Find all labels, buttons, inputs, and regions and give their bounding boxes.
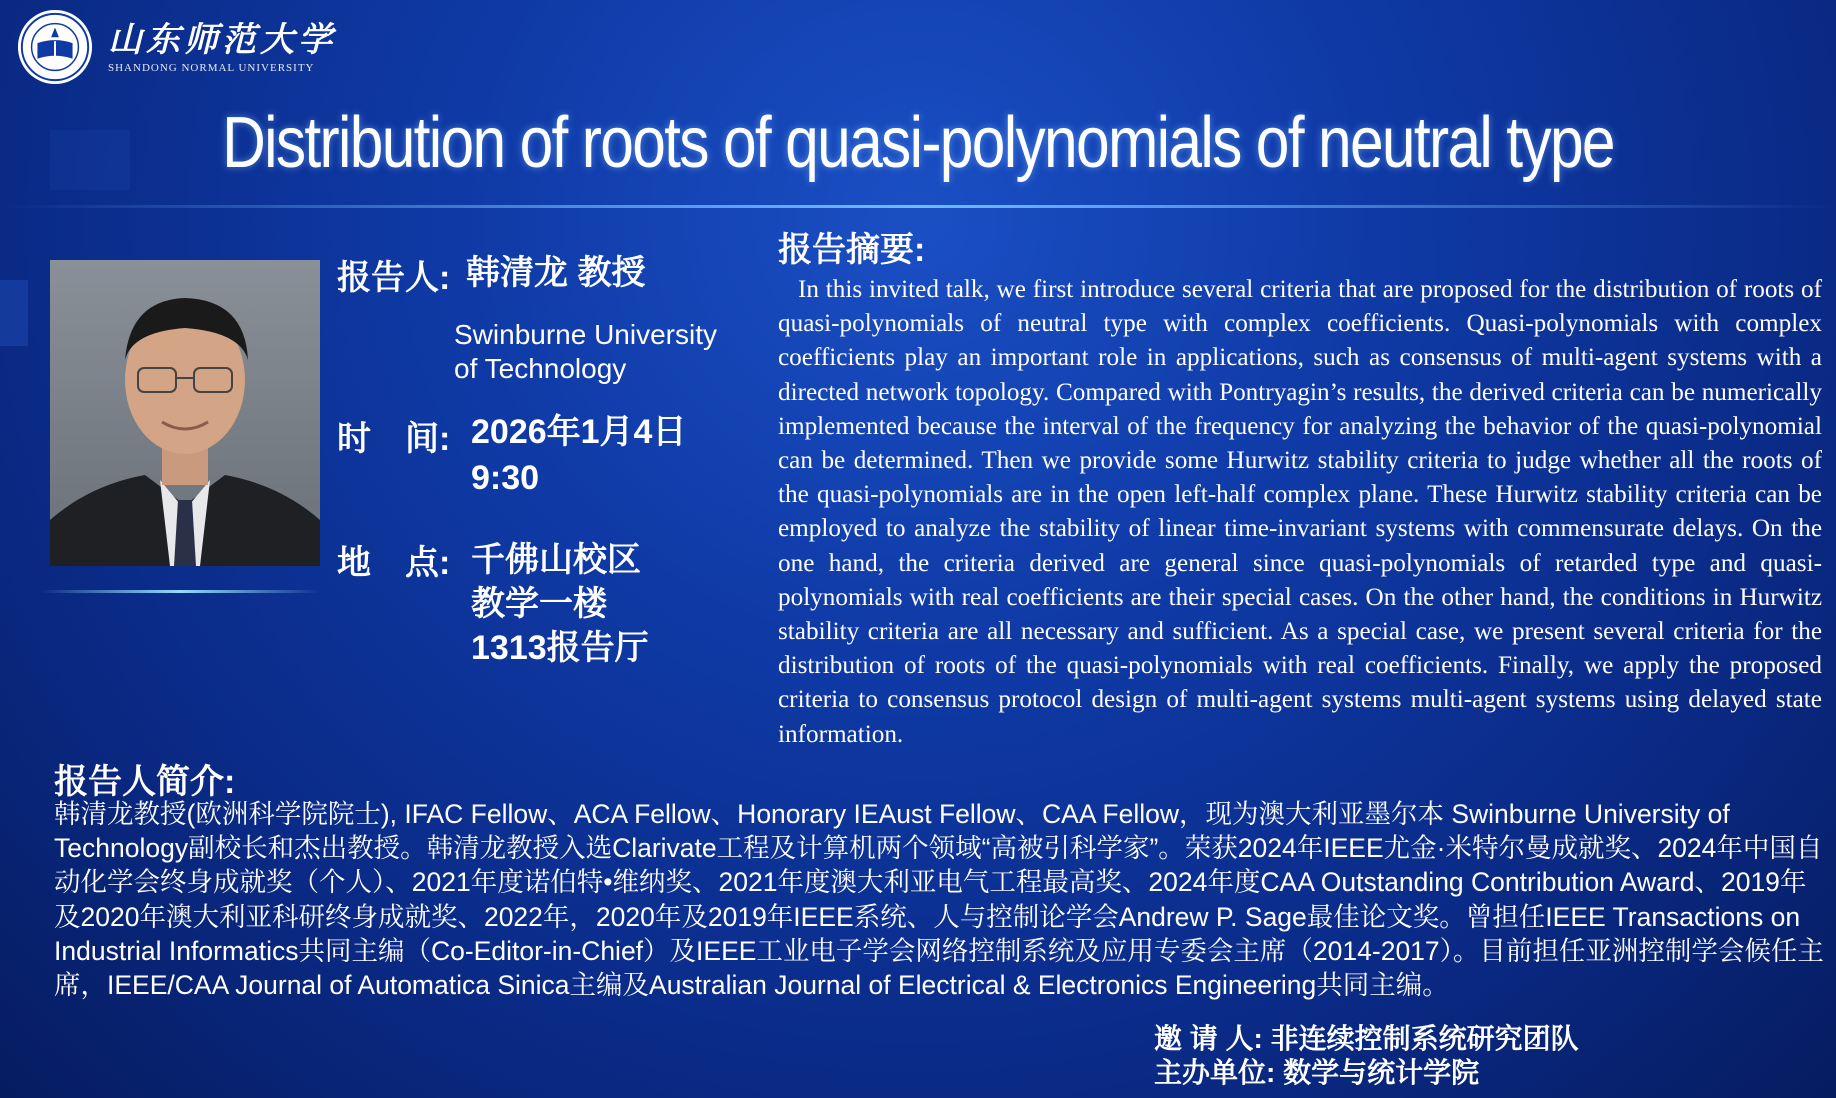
host-label: 主办单位: (1154, 1057, 1276, 1088)
affiliation-line1: Swinburne University (454, 319, 717, 350)
speaker-portrait-icon (50, 260, 320, 566)
inviter-value: 非连续控制系统研究团队 (1270, 1023, 1579, 1054)
host-row (1154, 1056, 1579, 1090)
time-label: 时 间: (337, 420, 451, 458)
abstract-heading: 报告摘要: (778, 231, 926, 269)
organizer-info (1154, 1022, 1579, 1090)
time-clock: 9:30 (471, 459, 540, 497)
location-line1: 千佛山校区 (471, 541, 641, 579)
university-logo (16, 8, 336, 86)
time-date: 2026年1月4日 (471, 413, 687, 451)
abstract-text: In this invited talk, we first introduce several criteria that are proposed for the distribution of roots of quasi-polynomials of neutral type with complex coefficients. Quasi-polynomials with complex coefficients play an important role in applications, such as consensus of multi-agent systems with a directed network topology. Compared with Pontryagin’s results, the derived criteria can be numerically implemented because the interval of the frequency for analyzing the behavior of the quasi-polynomial can be determined. Then we provide some Hurwitz stability criteria to judge whether all the roots of the quasi-polynomials are in the open left-half complex plane. These Hurwitz stability criteria can be employed to analyze the stability of linear time-invariant systems with commensurate delays. On the one hand, the criteria derived are general since quasi-polynomials of retarded type and quasi-polynomials with real coefficients are their special cases. On the other hand, the conditions in Hurwitz stability criteria are all necessary and sufficient. As a special case, we present several criteria for the distribution of roots of the quasi-polynomials with real coefficients. Finally, we apply the proposed criteria to consensus protocol design of multi-agent systems multi-agent systems using delayed state information. (778, 276, 1822, 748)
speaker-photo (50, 260, 320, 566)
location-label: 地 点: (337, 544, 451, 582)
location-line3: 1313报告厅 (471, 629, 649, 667)
university-name-en: SHANDONG NORMAL UNIVERSITY (108, 62, 315, 74)
speaker-label: 报告人: (337, 259, 451, 297)
inviter-row (1154, 1022, 1579, 1056)
university-seal-icon (16, 8, 94, 86)
bio-text: 韩清龙教授(欧洲科学院院士), IFAC Fellow、ACA Fellow、Honorary IEAust Fellow、CAA Fellow，现为澳大利亚墨尔本 Swinburne University of Technology副校长和杰出教授。韩清龙教授入选Clarivate工程及计算机两个领域“高被引科学家”。荣获2024年IEEE尤金·米特尔曼成就奖、2024年中国自动化学会终身成就奖（个人）、2021年度诺伯特•维纳奖、2021年度澳大利亚电气工程最高奖、2024年度CAA Outstanding Contribution Award、2019年及2020年澳大利亚科研终身成就奖、2022年，2020年及2019年IEEE系统、人与控制论学会Andrew P. Sage最佳论文奖。曾担任IEEE Transactions on Industrial Informatics共同主编（Co-Editor-in-Chief）及IEEE工业电子学会网络控制系统及应用专委会主席（2014-2017）。目前担任亚洲控制学会候任主席，IEEE/CAA Journal of Automatica Sinica主编及Australian Journal of Electrical & Electronics Engineering共同主编。 (54, 799, 1824, 1001)
title-underline (0, 205, 1836, 208)
talk-title: Distribution of roots of quasi-polynomials of neutral type (222, 103, 1614, 183)
university-name-cn: 山东师范大学 (108, 20, 336, 60)
decor-block-left (0, 280, 28, 346)
speaker-name: 韩清龙 教授 (466, 254, 646, 292)
location-line2: 教学一楼 (471, 585, 607, 623)
photo-underline (40, 590, 320, 593)
bio-heading: 报告人简介: (54, 763, 236, 801)
decor-block-top (50, 130, 130, 190)
affiliation-line2: of Technology (454, 353, 627, 384)
speaker-affiliation (454, 318, 717, 386)
inviter-label: 邀 请 人: (1154, 1023, 1263, 1054)
host-value: 数学与统计学院 (1283, 1057, 1480, 1088)
